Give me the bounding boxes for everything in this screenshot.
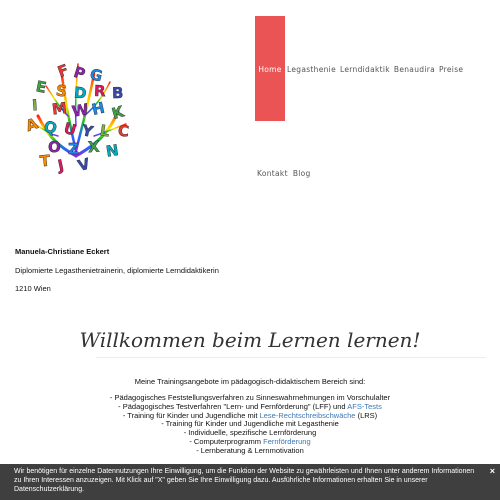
logo-letter: E bbox=[34, 77, 48, 97]
nav-legasthenie[interactable]: Legasthenie bbox=[287, 65, 336, 74]
nav-lerndidaktik[interactable]: Lerndidaktik bbox=[340, 65, 390, 74]
logo-letter: O bbox=[47, 137, 62, 157]
list-item-text: (LRS) bbox=[355, 410, 378, 420]
nav-benaudira[interactable]: Benaudira bbox=[393, 65, 435, 74]
list-item: - Pädagogisches Feststellungsverfahren zu Sinneswahrnehmungen im Vorschulalter bbox=[109, 393, 391, 402]
list-item-text: - Training für Kinder und Jugendliche mit bbox=[122, 410, 260, 420]
divider bbox=[96, 357, 486, 358]
logo-letter: F bbox=[55, 60, 72, 82]
list-item: - Lernberatung & Lernmotivation bbox=[196, 445, 304, 455]
tree-logo[interactable] bbox=[18, 56, 138, 216]
cookie-text: Wir benötigen für einzelne Datennutzungen Ihre Einwilligung, um die Funktion der Website zu gewährleisten und Ihnen unter anderem Informationen zu Ihren Interessen anzuzeigen. Mit Klick auf "X" geben Sie Ihre Einwilligung dazu. Ausführliche Informationen erhalten Sie in unserer Datenschutzerklärung. bbox=[14, 468, 475, 493]
logo-letter: L bbox=[98, 121, 111, 141]
close-icon[interactable]: × bbox=[489, 466, 495, 476]
contact-city: 1210 Wien bbox=[15, 284, 51, 293]
nav-preise[interactable]: Preise bbox=[438, 65, 464, 74]
secondary-nav bbox=[257, 169, 311, 178]
logo-letter: H bbox=[90, 98, 107, 119]
list-item: - Training für Kinder und Jugendliche mit Legasthenie bbox=[161, 419, 339, 429]
logo-letter: V bbox=[75, 154, 92, 175]
afs-tests-link[interactable]: AFS-Tests bbox=[347, 401, 382, 411]
offers-intro: Meine Trainingsangebote im pädagogisch-didaktischem Bereich sind: bbox=[134, 377, 366, 386]
logo-letter: G bbox=[87, 65, 105, 86]
logo-letter: Z bbox=[68, 140, 79, 158]
logo-letter: I bbox=[31, 95, 39, 115]
logo-letter: B bbox=[111, 83, 124, 103]
nav-kontakt[interactable]: Kontakt bbox=[257, 169, 288, 178]
contact-title: Diplomierte Legasthenietrainerin, diplomierte Lerndidaktikerin bbox=[15, 266, 219, 275]
fernfoerderung-link[interactable]: Fernförderung bbox=[263, 436, 311, 446]
logo-letter: C bbox=[117, 121, 130, 141]
nav-home[interactable]: Home bbox=[255, 16, 285, 121]
logo-letter: N bbox=[104, 140, 120, 161]
logo-letter: X bbox=[87, 137, 101, 157]
page-headline: Willkommen beim Lernen lernen! bbox=[79, 328, 421, 352]
cookie-banner bbox=[0, 464, 500, 500]
nav-blog[interactable]: Blog bbox=[292, 169, 311, 178]
logo-letter: T bbox=[39, 151, 52, 171]
logo-letter: D bbox=[73, 83, 88, 103]
logo-letter: A bbox=[23, 114, 41, 136]
lrs-link[interactable]: Lese-Rechtschreibschwäche bbox=[259, 410, 356, 420]
logo-letter: K bbox=[109, 102, 126, 124]
list-item: - Individuelle, spezifische Lernförderung bbox=[183, 428, 317, 438]
logo-letter: M bbox=[50, 98, 68, 119]
logo-letter: Y bbox=[80, 121, 95, 142]
list-item-text: - Pädagogisches Testverfahren "Lern- und Fernförderung" (LFF) und bbox=[118, 401, 348, 411]
logo-letter: U bbox=[61, 119, 79, 140]
main-nav bbox=[255, 16, 465, 121]
logo-letter: J bbox=[56, 156, 66, 175]
logo-letter: P bbox=[71, 62, 88, 84]
logo-letter: Q bbox=[41, 116, 60, 138]
logo-letter: S bbox=[54, 81, 69, 101]
logo-letter: W bbox=[70, 100, 90, 121]
offers-list bbox=[0, 394, 500, 456]
list-item-text: - Computerprogramm bbox=[189, 436, 264, 446]
contact-name: Manuela-Christiane Eckert bbox=[15, 247, 110, 256]
logo-letter: R bbox=[93, 81, 106, 101]
